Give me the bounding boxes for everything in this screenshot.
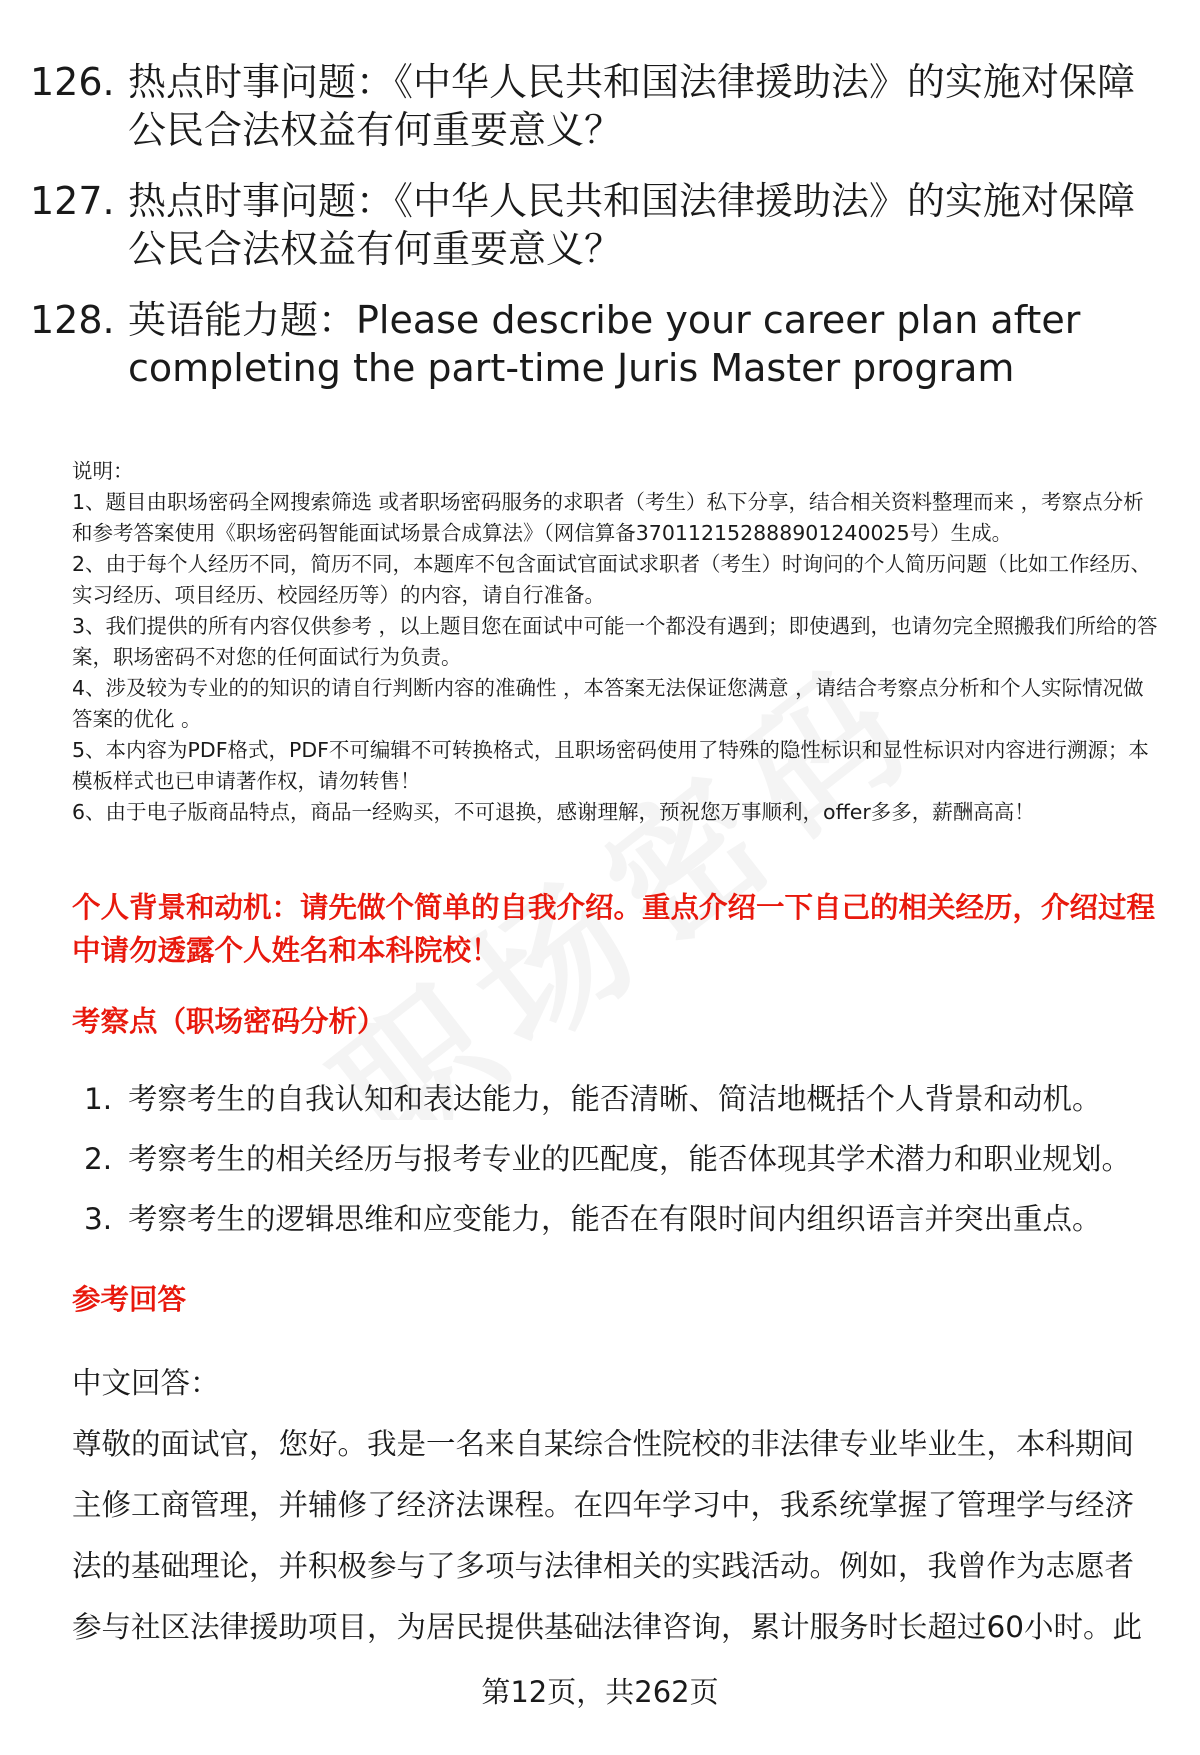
point-text: 考察考生的相关经历与报考专业的匹配度，能否体现其学术潜力和职业规划。 (128, 1142, 1132, 1176)
question-item (30, 58, 1170, 154)
point-number: 2. (84, 1142, 113, 1176)
note-item: 5、本内容为PDF格式，PDF不可编辑不可转换格式，且职场密码使用了特殊的隐性标识和显性标识对内容进行溯源；本模板样式也已申请著作权，请勿转售！ (72, 738, 1149, 793)
question-item (30, 177, 1170, 273)
question-text: 热点时事问题：《中华人民共和国法律援助法》的实施对保障公民合法权益有何重要意义？ (128, 179, 1136, 271)
question-item (30, 296, 1170, 392)
note-item: 6、由于电子版商品特点，商品一经购买，不可退换，感谢理解，预祝您万事顺利，offer多多，薪酬高高！ (72, 800, 1035, 824)
question-text: 热点时事问题：《中华人民共和国法律援助法》的实施对保障公民合法权益有何重要意义？ (128, 60, 1136, 152)
assessment-point-list (84, 1077, 1174, 1257)
point-number: 1. (84, 1082, 113, 1116)
question-number: 126. (30, 60, 115, 104)
assessment-point (84, 1077, 1174, 1122)
notes-block (72, 456, 1162, 828)
note-item: 3、我们提供的所有内容仅供参考 ，以上题目您在面试中可能一个都没有遇到；即使遇到，也请勿完全照搬我们所给的答案，职场密码不对您的任何面试行为负责。 (72, 614, 1158, 669)
point-text: 考察考生的自我认知和表达能力，能否清晰、简洁地概括个人背景和动机。 (128, 1082, 1102, 1116)
notes-title: 说明： (72, 459, 134, 483)
reference-answer (72, 1353, 1162, 1658)
answer-body: 尊敬的面试官，您好。我是一名来自某综合性院校的非法律专业毕业生，本科期间主修工商管理，并辅修了经济法课程。在四年学习中，我系统掌握了管理学与经济法的基础理论，并积极参与了多项与法律相关的实践活动。例如，我曾作为志愿者参与社区法律援助项目，为居民提供基础法律咨询，累计服务时长超过60小时。此 (72, 1427, 1143, 1644)
assessment-point (84, 1197, 1174, 1242)
page-footer: 第12页，共262页 (481, 1675, 719, 1709)
assessment-point (84, 1137, 1174, 1182)
question-number: 128. (30, 298, 115, 342)
background-question-heading: 个人背景和动机：请先做个简单的自我介绍。重点介绍一下自己的相关经历，介绍过程中请勿透露个人姓名和本科院校！ (72, 891, 1156, 967)
note-item: 1、题目由职场密码全网搜索筛选 或者职场密码服务的求职者（考生）私下分享，结合相关资料整理而来 ，考察点分析和参考答案使用《职场密码智能面试场景合成算法》（网信算备370112152888901240025号）生成。 (72, 490, 1144, 545)
key-assessment-heading: 考察点（职场密码分析） (72, 1005, 386, 1038)
note-item: 2、由于每个人经历不同，简历不同，本题库不包含面试官面试求职者（考生）时询问的个人简历问题（比如工作经历、实习经历、项目经历、校园经历等）的内容，请自行准备。 (72, 552, 1152, 607)
reference-answer-heading: 参考回答 (72, 1283, 187, 1316)
point-number: 3. (84, 1202, 113, 1236)
note-item: 4、涉及较为专业的的知识的请自行判断内容的准确性 ，本答案无法保证您满意 ，请结合考察点分析和个人实际情况做答案的优化 。 (72, 676, 1144, 731)
question-list (30, 58, 1170, 415)
question-text: 英语能力题：Please describe your career plan after completing the part-time Juris Master program (128, 298, 1081, 390)
question-number: 127. (30, 179, 115, 223)
answer-label: 中文回答： (72, 1366, 220, 1400)
point-text: 考察考生的逻辑思维和应变能力，能否在有限时间内组织语言并突出重点。 (128, 1202, 1102, 1236)
